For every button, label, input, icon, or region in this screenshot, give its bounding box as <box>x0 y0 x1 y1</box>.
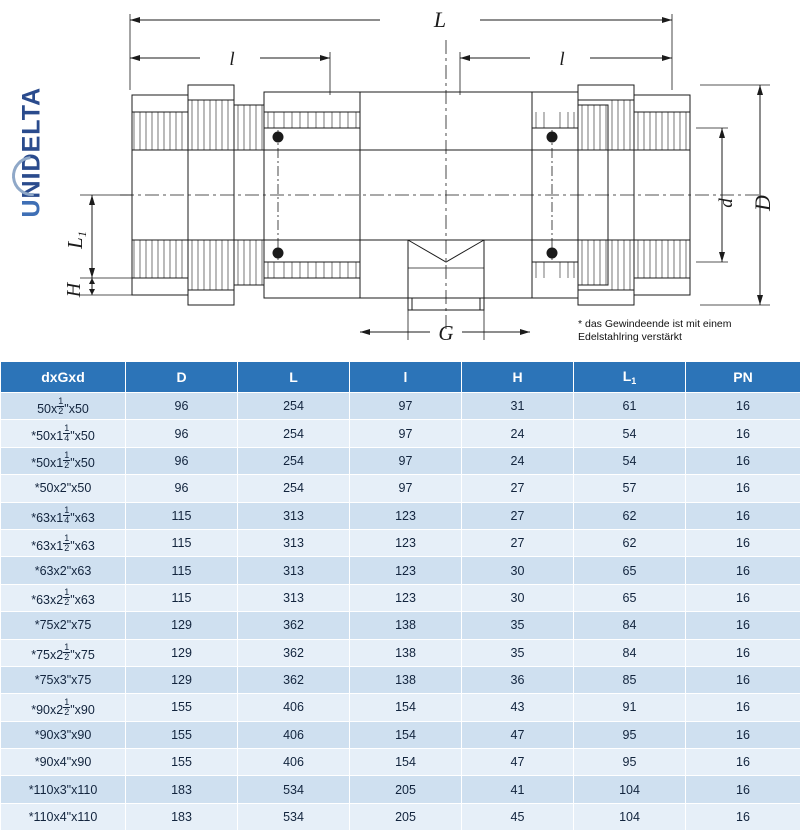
table-row <box>1 639 800 666</box>
cell-L: 313 <box>238 557 350 584</box>
cell-l: 138 <box>350 612 462 639</box>
table-row <box>1 584 800 611</box>
cell-PN: 16 <box>686 721 800 748</box>
cell-L1: 104 <box>574 776 686 803</box>
cell-H: 24 <box>462 447 574 474</box>
cell-l: 154 <box>350 721 462 748</box>
cell-H: 35 <box>462 639 574 666</box>
table-row <box>1 721 800 748</box>
cell-L1: 95 <box>574 721 686 748</box>
cell-L1: 61 <box>574 393 686 420</box>
cell-size: *110x4"x110 <box>1 803 126 830</box>
cell-L1: 65 <box>574 584 686 611</box>
cell-H: 47 <box>462 721 574 748</box>
footnote <box>578 318 793 344</box>
cell-H: 27 <box>462 475 574 502</box>
table-header-row <box>1 362 800 393</box>
cell-PN: 16 <box>686 420 800 447</box>
cell-l: 97 <box>350 447 462 474</box>
cell-H: 47 <box>462 749 574 776</box>
cell-L: 362 <box>238 666 350 693</box>
cell-D: 129 <box>126 639 238 666</box>
table-row <box>1 803 800 830</box>
cell-L: 406 <box>238 749 350 776</box>
col-header-dxgxd: dxGxd <box>1 362 126 393</box>
cell-PN: 16 <box>686 447 800 474</box>
cell-size: *75x2 $\frac{1}{2}$ "x75 <box>1 639 126 666</box>
cell-L: 406 <box>238 721 350 748</box>
cell-L: 362 <box>238 612 350 639</box>
cell-L1: 95 <box>574 749 686 776</box>
cell-l: 123 <box>350 502 462 529</box>
cell-size: *50x1 $\frac{1}{2}$ "x50 <box>1 447 126 474</box>
cell-size: *90x2 $\frac{1}{2}$ "x90 <box>1 694 126 721</box>
cell-H: 27 <box>462 502 574 529</box>
cell-L: 406 <box>238 694 350 721</box>
cell-L: 362 <box>238 639 350 666</box>
cell-D: 129 <box>126 666 238 693</box>
cell-L: 254 <box>238 393 350 420</box>
table-row <box>1 502 800 529</box>
cell-L1: 57 <box>574 475 686 502</box>
col-header-L1: $L_1$ <box>574 362 686 393</box>
table-row <box>1 447 800 474</box>
cell-L1: 62 <box>574 502 686 529</box>
cell-size: *63x1 $\frac{1}{4}$ "x63 <box>1 502 126 529</box>
cell-D: 96 <box>126 475 238 502</box>
dimension-label-d: d <box>716 198 737 208</box>
dimension-label-L1: L1 <box>63 231 89 250</box>
cell-H: 36 <box>462 666 574 693</box>
cell-l: 97 <box>350 475 462 502</box>
col-header-PN: PN <box>686 362 800 393</box>
cell-D: 155 <box>126 749 238 776</box>
cell-L: 254 <box>238 447 350 474</box>
dimensions-table <box>0 361 800 831</box>
brand-name-rest: NIDELTA <box>18 87 46 199</box>
cell-PN: 16 <box>686 749 800 776</box>
col-header-L: L <box>238 362 350 393</box>
cell-PN: 16 <box>686 694 800 721</box>
cell-L1: 65 <box>574 557 686 584</box>
cell-size: *75x3"x75 <box>1 666 126 693</box>
cell-size: *50x1 $\frac{1}{4}$ "x50 <box>1 420 126 447</box>
dimension-label-D: D <box>750 195 775 212</box>
table-row <box>1 776 800 803</box>
dimensions-table-wrap <box>0 361 800 831</box>
cell-PN: 16 <box>686 557 800 584</box>
cell-H: 27 <box>462 529 574 556</box>
cell-l: 138 <box>350 666 462 693</box>
cell-L: 534 <box>238 776 350 803</box>
cell-l: 97 <box>350 420 462 447</box>
cell-size: *63x2"x63 <box>1 557 126 584</box>
cell-D: 96 <box>126 393 238 420</box>
cell-L1: 84 <box>574 639 686 666</box>
cell-L1: 54 <box>574 447 686 474</box>
cell-size: *75x2"x75 <box>1 612 126 639</box>
dimension-label-H: H <box>63 281 85 298</box>
cell-size: *63x1 $\frac{1}{2}$ "x63 <box>1 529 126 556</box>
cell-l: 138 <box>350 639 462 666</box>
cell-l: 123 <box>350 584 462 611</box>
cell-size: *63x2 $\frac{1}{2}$ "x63 <box>1 584 126 611</box>
cell-l: 205 <box>350 803 462 830</box>
dimension-label-l-left: l <box>229 49 234 70</box>
col-header-l: l <box>350 362 462 393</box>
cell-size: 50x $\frac{1}{2}$ "x50 <box>1 393 126 420</box>
table-row <box>1 529 800 556</box>
col-header-H: H <box>462 362 574 393</box>
cell-H: 41 <box>462 776 574 803</box>
cell-L: 313 <box>238 502 350 529</box>
cell-D: 115 <box>126 557 238 584</box>
footnote-line-2: Edelstahlring verstärkt <box>578 331 793 344</box>
cell-L1: 91 <box>574 694 686 721</box>
table-row <box>1 612 800 639</box>
cell-l: 154 <box>350 694 462 721</box>
cell-l: 123 <box>350 557 462 584</box>
cell-D: 183 <box>126 803 238 830</box>
cell-PN: 16 <box>686 393 800 420</box>
technical-drawing <box>60 0 800 350</box>
cell-H: 45 <box>462 803 574 830</box>
cell-l: 97 <box>350 393 462 420</box>
cell-H: 35 <box>462 612 574 639</box>
cell-PN: 16 <box>686 529 800 556</box>
cell-L1: 85 <box>574 666 686 693</box>
table-row <box>1 749 800 776</box>
cell-H: 30 <box>462 557 574 584</box>
cell-PN: 16 <box>686 776 800 803</box>
dimension-label-L: L <box>433 7 446 32</box>
cell-L: 313 <box>238 529 350 556</box>
cell-PN: 16 <box>686 475 800 502</box>
brand-arc-icon <box>4 148 60 204</box>
cell-PN: 16 <box>686 502 800 529</box>
cell-D: 155 <box>126 721 238 748</box>
col-header-D: D <box>126 362 238 393</box>
cell-H: 24 <box>462 420 574 447</box>
cell-L1: 84 <box>574 612 686 639</box>
cell-l: 205 <box>350 776 462 803</box>
cell-PN: 16 <box>686 584 800 611</box>
cell-D: 115 <box>126 529 238 556</box>
table-row <box>1 694 800 721</box>
cell-size: *110x3"x110 <box>1 776 126 803</box>
cell-L1: 62 <box>574 529 686 556</box>
cell-D: 115 <box>126 584 238 611</box>
cell-L: 313 <box>238 584 350 611</box>
cell-PN: 16 <box>686 612 800 639</box>
cell-D: 96 <box>126 420 238 447</box>
table-row <box>1 557 800 584</box>
cell-L1: 54 <box>574 420 686 447</box>
dimension-label-G: G <box>438 321 453 345</box>
cell-D: 115 <box>126 502 238 529</box>
cell-H: 43 <box>462 694 574 721</box>
footnote-line-1: * das Gewindeende ist mit einem <box>578 318 793 331</box>
cell-size: *90x4"x90 <box>1 749 126 776</box>
table-row <box>1 475 800 502</box>
cell-PN: 16 <box>686 666 800 693</box>
cell-PN: 16 <box>686 803 800 830</box>
cell-H: 30 <box>462 584 574 611</box>
cell-L: 254 <box>238 420 350 447</box>
brand-logo <box>10 8 50 208</box>
table-row <box>1 393 800 420</box>
cell-D: 96 <box>126 447 238 474</box>
cell-D: 183 <box>126 776 238 803</box>
cell-D: 155 <box>126 694 238 721</box>
table-body <box>1 393 800 831</box>
cell-L1: 104 <box>574 803 686 830</box>
cell-size: *50x2"x50 <box>1 475 126 502</box>
table-row <box>1 420 800 447</box>
dimension-label-l-right: l <box>559 49 564 70</box>
drawing-svg <box>60 0 800 350</box>
brand-name-initial: U <box>18 198 46 217</box>
table-row <box>1 666 800 693</box>
cell-D: 129 <box>126 612 238 639</box>
cell-PN: 16 <box>686 639 800 666</box>
cell-H: 31 <box>462 393 574 420</box>
cell-size: *90x3"x90 <box>1 721 126 748</box>
cell-l: 123 <box>350 529 462 556</box>
cell-l: 154 <box>350 749 462 776</box>
cell-L: 254 <box>238 475 350 502</box>
cell-L: 534 <box>238 803 350 830</box>
